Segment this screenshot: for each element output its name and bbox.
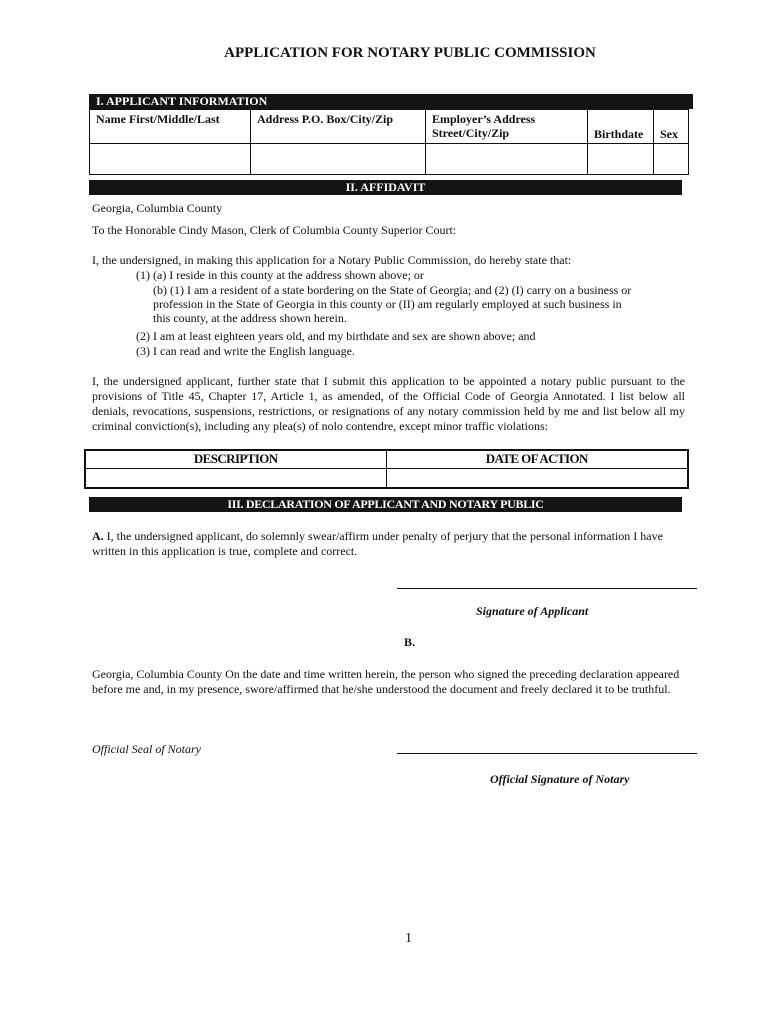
declaration-a	[92, 529, 684, 559]
applicant-info-header-row	[90, 110, 689, 144]
birthdate-column-header: Birthdate	[588, 110, 654, 144]
affidavit-county: Georgia, Columbia County	[92, 201, 223, 215]
affidavit-addressee: To the Honorable Cindy Mason, Clerk of Columbia County Superior Court:	[92, 223, 457, 237]
applicant-info-input-row	[90, 144, 689, 175]
section-3-heading: III. DECLARATION OF APPLICANT AND NOTARY PUBLIC	[89, 497, 682, 512]
employer-input-cell[interactable]	[426, 144, 588, 175]
actions-header-row	[85, 450, 688, 468]
affidavit-item-1b-line2: profession in the State of Georgia in this county or (II) am regularly employed at such business in	[153, 297, 622, 311]
employer-column-header: Employer’s Address Street/City/Zip	[426, 110, 588, 144]
birthdate-input-cell[interactable]	[588, 144, 654, 175]
section-2-heading: II. AFFIDAVIT	[89, 180, 682, 195]
affidavit-item-1b-line3: this county, at the address shown herein.	[153, 311, 347, 325]
name-column-header: Name First/Middle/Last	[90, 110, 251, 144]
page-number: 1	[405, 931, 412, 946]
sex-input-cell[interactable]	[654, 144, 689, 175]
declaration-b-text: Georgia, Columbia County On the date and time written herein, the person who signed the preceding declaration appeared before me and, in my presence, swore/affirmed that he/she understood the document and freely declared it to be truthful.	[92, 667, 680, 696]
actions-input-row	[85, 468, 688, 488]
notary-signature-line[interactable]	[397, 753, 697, 754]
address-input-cell[interactable]	[251, 144, 426, 175]
name-input-cell[interactable]	[90, 144, 251, 175]
affidavit-item-1b-line1: (b) (1) I am a resident of a state bordering on the State of Georgia; and (2) (I) carry on a business or	[153, 283, 632, 297]
applicant-info-table	[89, 109, 689, 175]
affidavit-intro: I, the undersigned, in making this application for a Notary Public Commission, do hereby state that:	[92, 253, 572, 267]
declaration-b-label: B.	[404, 635, 416, 649]
affidavit-item-1a: (1) (a) I reside in this county at the address shown above; or	[136, 268, 424, 282]
applicant-signature-label: Signature of Applicant	[476, 604, 589, 618]
declaration-a-text: I, the undersigned applicant, do solemnly swear/affirm under penalty of perjury that the personal information I have written in this application is true, complete and correct.	[92, 529, 663, 558]
form-title: APPLICATION FOR NOTARY PUBLIC COMMISSION	[224, 45, 596, 61]
actions-table	[84, 449, 689, 489]
description-input-cell[interactable]	[85, 468, 386, 488]
applicant-signature-line[interactable]	[397, 588, 697, 589]
notary-seal-label: Official Seal of Notary	[92, 742, 201, 756]
declaration-a-label: A.	[92, 529, 104, 543]
description-column-header: DESCRIPTION	[85, 450, 386, 468]
affidavit-item-2: (2) I am at least eighteen years old, and my birthdate and sex are shown above; and	[136, 329, 536, 343]
address-column-header: Address P.O. Box/City/Zip	[251, 110, 426, 144]
sex-column-header: Sex	[654, 110, 689, 144]
section-1-heading: I. APPLICANT INFORMATION	[89, 94, 693, 109]
date-of-action-column-header: DATE OF ACTION	[386, 450, 688, 468]
date-of-action-input-cell[interactable]	[386, 468, 688, 488]
affidavit-item-3: (3) I can read and write the English language.	[136, 344, 355, 358]
affidavit-statement: I, the undersigned applicant, further state that I submit this application to be appointed a notary public pursuant to the provisions of Title 45, Chapter 17, Article 1, as amended, of the Official Code of Georgia Annotated. I list below all denials, revocations, suspensions, restrictions, or resignations of any notary commission held by me and list below all my criminal conviction(s), including any plea(s) of nolo contendre, except minor traffic violations:	[92, 374, 685, 433]
notary-signature-label: Official Signature of Notary	[490, 772, 630, 786]
